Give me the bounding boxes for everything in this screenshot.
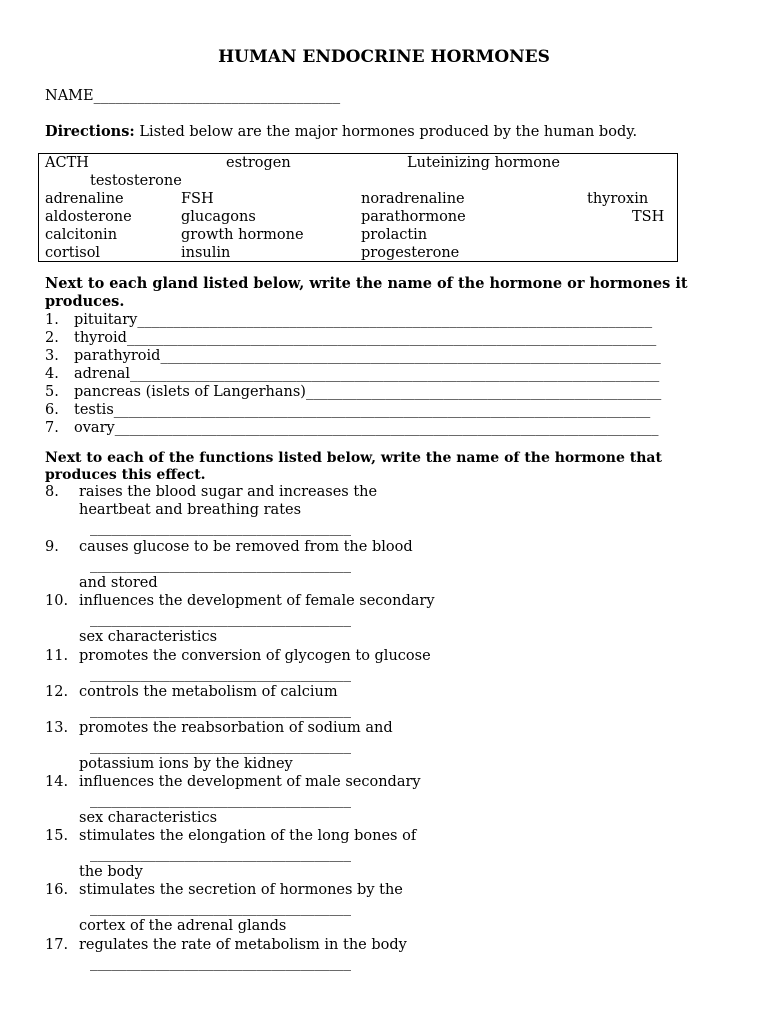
hormone-growth-hormone: growth hormone xyxy=(181,227,304,243)
answer-line-9[interactable]: ____________________________________ xyxy=(90,557,351,573)
item-number: 4. xyxy=(45,366,59,382)
gland-answer-3[interactable]: parathyroid_____________________________________________________________________ xyxy=(74,348,661,364)
function-text-10-line2: sex characteristics xyxy=(79,629,218,645)
item-number: 6. xyxy=(45,402,59,418)
answer-line-10[interactable]: ____________________________________ xyxy=(90,611,351,627)
page-title: HUMAN ENDOCRINE HORMONES xyxy=(218,47,550,67)
function-text-14-line2: sex characteristics xyxy=(79,810,218,826)
gland-item-5[interactable] xyxy=(45,383,59,401)
hormone-glucagons: glucagons xyxy=(181,209,256,225)
answer-line-17[interactable]: ____________________________________ xyxy=(90,955,351,971)
hormone-cortisol: cortisol xyxy=(45,245,101,261)
hormone-adrenaline: adrenaline xyxy=(45,191,124,207)
gland-item-4[interactable] xyxy=(45,365,59,383)
hormone-calcitonin: calcitonin xyxy=(45,227,118,243)
name-label: NAME xyxy=(45,88,94,104)
answer-line-15[interactable]: ____________________________________ xyxy=(90,846,351,862)
function-text-15-line2: the body xyxy=(79,864,143,880)
function-text-8-line1: raises the blood sugar and increases the xyxy=(79,484,378,500)
directions-text: Listed below are the major hormones produced by the human body. xyxy=(134,124,638,140)
function-number-10: 10. xyxy=(45,593,69,609)
function-number-15: 15. xyxy=(45,828,69,844)
function-text-12-line1: controls the metabolism of calcium xyxy=(79,684,338,700)
hormone-aldosterone: aldosterone xyxy=(45,209,132,225)
function-number-14: 14. xyxy=(45,774,69,790)
hormone-fsh: FSH xyxy=(181,191,214,207)
answer-line-16[interactable]: ____________________________________ xyxy=(90,900,351,916)
answer-line-8[interactable]: ____________________________________ xyxy=(90,520,351,536)
function-text-10-line1: influences the development of female secondary xyxy=(79,593,435,609)
directions xyxy=(45,123,637,141)
hormone-list-box xyxy=(38,153,678,262)
hormone-prolactin: prolactin xyxy=(361,227,428,243)
gland-answer-7[interactable]: ovary___________________________________________________________________________ xyxy=(74,420,659,436)
gland-item-1[interactable] xyxy=(45,311,59,329)
hormone-estrogen: estrogen xyxy=(226,155,291,171)
hormone-testosterone: testosterone xyxy=(90,173,182,189)
gland-item-6[interactable] xyxy=(45,401,59,419)
section1-heading-line1: Next to each gland listed below, write the name of the hormone or hormones it xyxy=(45,275,688,292)
function-number-9: 9. xyxy=(45,539,59,555)
directions-label: Directions: xyxy=(45,123,135,140)
function-text-16-line2: cortex of the adrenal glands xyxy=(79,918,287,934)
hormone-noradrenaline: noradrenaline xyxy=(361,191,465,207)
gland-answer-4[interactable]: adrenal_________________________________________________________________________ xyxy=(74,366,660,382)
function-text-11-line1: promotes the conversion of glycogen to glucose xyxy=(79,648,431,664)
gland-answer-2[interactable]: thyroid_________________________________________________________________________ xyxy=(74,330,657,346)
answer-line-14[interactable]: ____________________________________ xyxy=(90,792,351,808)
gland-item-2[interactable] xyxy=(45,329,59,347)
function-text-14-line1: influences the development of male secondary xyxy=(79,774,421,790)
item-number: 2. xyxy=(45,330,59,346)
item-number: 7. xyxy=(45,420,59,436)
item-number: 3. xyxy=(45,348,59,364)
hormone-thyroxin: thyroxin xyxy=(587,191,649,207)
hormone-parathormone: parathormone xyxy=(361,209,466,225)
answer-line-11[interactable]: ____________________________________ xyxy=(90,666,351,682)
function-text-17-line1: regulates the rate of metabolism in the body xyxy=(79,937,407,953)
function-text-9-line1: causes glucose to be removed from the blood xyxy=(79,539,413,555)
function-text-8-line2: heartbeat and breathing rates xyxy=(79,502,302,518)
gland-answer-5[interactable]: pancreas (islets of Langerhans)_________________________________________________ xyxy=(74,384,662,400)
hormone-acth: ACTH xyxy=(45,155,89,171)
function-text-16-line1: stimulates the secretion of hormones by the xyxy=(79,882,403,898)
function-text-13-line1: promotes the reabsorbation of sodium and xyxy=(79,720,393,736)
hormone-tsh: TSH xyxy=(632,209,665,225)
gland-answer-1[interactable]: pituitary_______________________________________________________________________ xyxy=(74,312,653,328)
gland-item-3[interactable] xyxy=(45,347,59,365)
answer-line-12[interactable]: ____________________________________ xyxy=(90,702,351,718)
section2-heading-line2: produces this effect. xyxy=(45,467,206,483)
item-number: 5. xyxy=(45,384,59,400)
hormone-luteinizing: Luteinizing hormone xyxy=(407,155,560,171)
hormone-insulin: insulin xyxy=(181,245,231,261)
function-number-8: 8. xyxy=(45,484,59,500)
function-number-17: 17. xyxy=(45,937,69,953)
section1-heading-line2: produces. xyxy=(45,293,125,310)
name-field[interactable] xyxy=(45,87,340,105)
gland-answer-6[interactable]: testis__________________________________________________________________________ xyxy=(74,402,651,418)
function-number-12: 12. xyxy=(45,684,69,700)
function-text-13-line2: potassium ions by the kidney xyxy=(79,756,293,772)
item-number: 1. xyxy=(45,312,59,328)
hormone-progesterone: progesterone xyxy=(361,245,460,261)
answer-line-13[interactable]: ____________________________________ xyxy=(90,738,351,754)
function-number-13: 13. xyxy=(45,720,69,736)
function-text-15-line1: stimulates the elongation of the long bones of xyxy=(79,828,417,844)
name-line: __________________________________ xyxy=(93,88,341,104)
section2-heading-line1: Next to each of the functions listed below, write the name of the hormone that xyxy=(45,450,662,466)
function-number-16: 16. xyxy=(45,882,69,898)
gland-item-7[interactable] xyxy=(45,419,59,437)
function-text-9-line2: and stored xyxy=(79,575,158,591)
function-number-11: 11. xyxy=(45,648,69,664)
